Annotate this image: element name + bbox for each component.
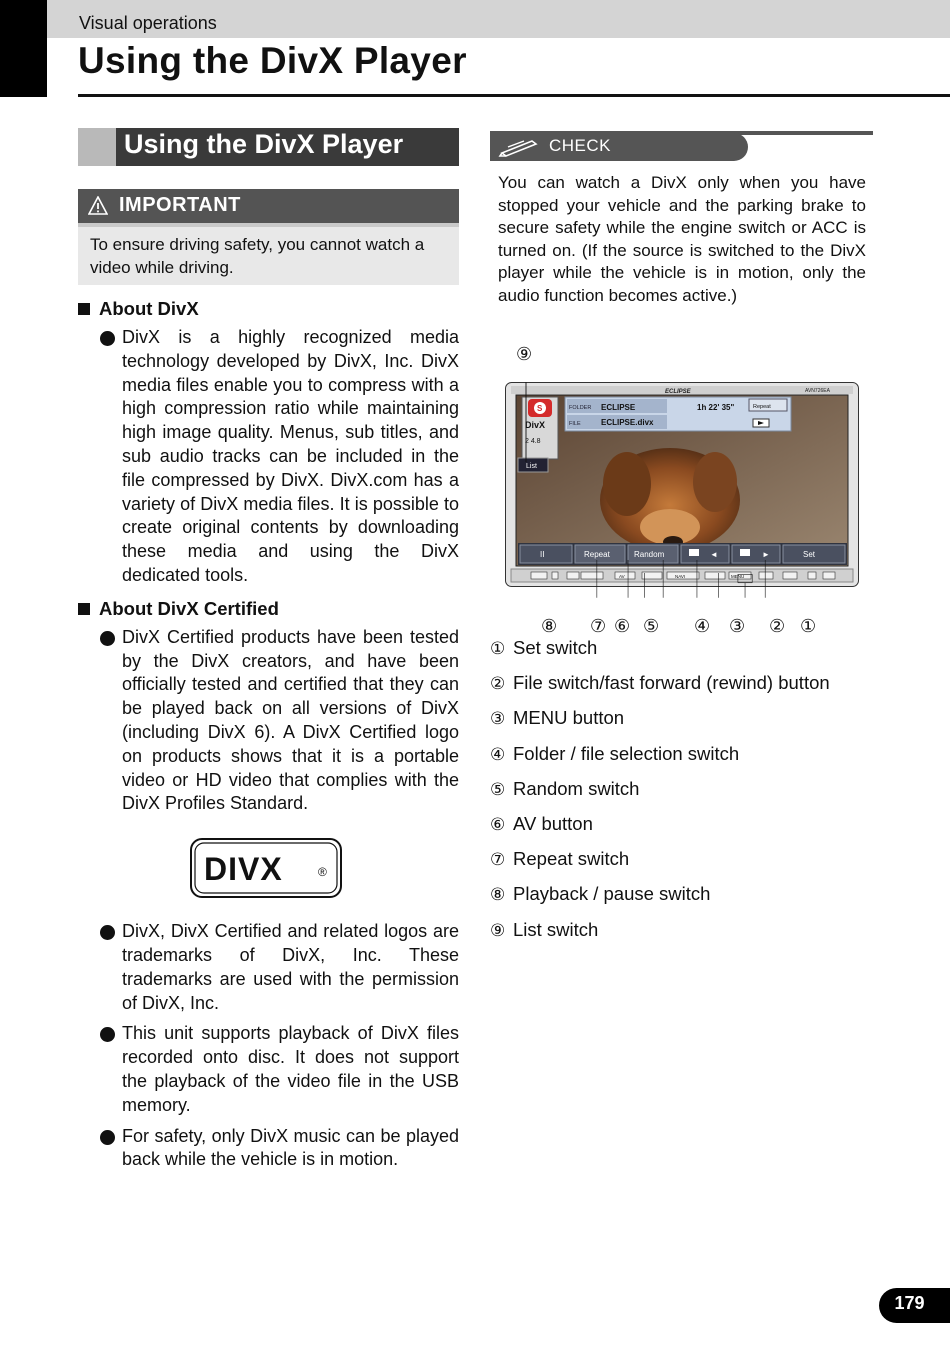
section-label: Visual operations	[79, 13, 217, 33]
divx-logo	[190, 838, 342, 898]
list-item: DivX, DivX Certified and related logos are trademarks of DivX, Inc. These trademarks are used with the permission of DivX, Inc.	[78, 920, 459, 1015]
pencil-icon	[498, 137, 540, 157]
random-switch: Random	[634, 550, 665, 559]
repeat-switch: Repeat	[584, 550, 610, 559]
important-text: To ensure driving safety, you cannot watch a video while driving.	[78, 227, 459, 285]
svg-text:2 4.8: 2 4.8	[525, 438, 541, 445]
important-box	[78, 189, 459, 285]
registered-mark: ®	[318, 865, 327, 880]
section-heading-text: Using the DivX Player	[124, 129, 404, 159]
callout-8: ⑧	[541, 616, 558, 636]
legend-item: ③ MENU button	[490, 707, 625, 729]
legend-item: ④ Folder / file selection switch	[490, 742, 740, 764]
check-label: CHECK	[549, 136, 612, 155]
svg-text:DivX: DivX	[525, 420, 546, 430]
bullet-icon	[100, 925, 115, 940]
square-bullet-icon	[78, 603, 90, 615]
callout-leader-lines	[505, 560, 859, 612]
check-heading	[490, 128, 874, 161]
legend-item: ⑥ AV button	[490, 812, 593, 834]
callout-3: ③	[729, 616, 746, 636]
callout-6: ⑥	[614, 616, 631, 636]
warning-icon	[88, 196, 108, 216]
svg-text:FILE: FILE	[569, 421, 581, 427]
section-heading	[78, 128, 459, 166]
check-text: You can watch a DivX only when you have stopped your vehicle and the parking brake to secure safety while the engine switch or ACC is turned on. (If the source is switched to the DivX player while the vehicle is in motion, only the audio function becomes active.)	[498, 173, 866, 305]
divx-logo-text: DIVX	[204, 851, 283, 888]
svg-text:S: S	[537, 404, 543, 413]
menu-button: MENU	[731, 574, 745, 579]
callout-legend	[490, 636, 830, 953]
brand-label: ECLIPSE	[665, 389, 691, 395]
list-item: This unit supports playback of DivX files recorded onto disc. It does not support the playback of the video file in the USB memory.	[78, 1022, 459, 1117]
chapter-tab	[0, 0, 47, 97]
callout-1: ①	[800, 616, 817, 636]
callout-5: ⑤	[643, 616, 660, 636]
list-item: DivX Certified products have been tested by the DivX creators, and have been officially tested and certified that they can be played back on all versions of DivX (including DivX 6). A DivX Certified logo on products shows that it is a portable video or HD video that complies with the DivX Profiles Standard.	[78, 626, 459, 816]
callout-9: ⑨	[516, 344, 533, 364]
bullet-icon	[100, 1027, 115, 1042]
list-item: DivX is a highly recognized media technology developed by DivX, Inc. DivX media files enable you to compress with a high compression ratio while maintaining high image quality. Menus, sub titles, and sub audio tracks can be included in the file compressed by DivX. DivX.com has a variety of DivX media files. It is possible to create original contents by downloading these media and using the DivX dedicated tools.	[78, 326, 459, 588]
bullet-icon	[100, 331, 115, 346]
page-title: Using the DivX Player	[78, 40, 467, 81]
svg-text:FOLDER: FOLDER	[569, 405, 592, 411]
navi-button: NAVI	[675, 574, 686, 579]
set-switch: Set	[803, 550, 816, 559]
model-label: AVN726EA	[805, 388, 830, 394]
svg-text:ECLIPSE: ECLIPSE	[601, 403, 636, 412]
svg-text:ECLIPSE.divx: ECLIPSE.divx	[601, 418, 654, 427]
callout-7: ⑦	[590, 616, 607, 636]
legend-item: ⑤ Random switch	[490, 777, 640, 799]
square-bullet-icon	[78, 303, 90, 315]
legend-item: ⑦ Repeat switch	[490, 848, 630, 870]
folder-prev-switch: ◄	[710, 550, 718, 559]
legend-item: ⑧ Playback / pause switch	[490, 883, 711, 905]
svg-text:Repeat: Repeat	[753, 404, 771, 410]
list-item: For safety, only DivX music can be played back while the vehicle is in motion.	[78, 1125, 459, 1173]
svg-text:1h 22' 35": 1h 22' 35"	[697, 403, 735, 412]
about-certified-heading: About DivX Certified	[78, 598, 459, 620]
folder-next-switch: ►	[762, 550, 770, 559]
left-column	[78, 128, 459, 1179]
divx-player-screen-illustration	[505, 382, 859, 587]
about-divx-heading: About DivX	[78, 298, 459, 320]
list-switch: List	[526, 463, 537, 470]
bullet-icon	[100, 1130, 115, 1145]
bullet-icon	[100, 631, 115, 646]
right-column	[490, 128, 874, 308]
title-rule	[78, 94, 950, 97]
av-button: AV	[619, 574, 625, 579]
callout-4: ④	[694, 616, 711, 636]
callout-2: ②	[769, 616, 786, 636]
legend-item: ⑨ List switch	[490, 918, 599, 940]
important-label: IMPORTANT	[119, 194, 241, 216]
legend-item: ② File switch/fast forward (rewind) button	[490, 672, 830, 694]
legend-item: ① Set switch	[490, 637, 598, 658]
playback-pause-switch: II	[540, 550, 545, 559]
page-number: 179	[879, 1288, 950, 1323]
